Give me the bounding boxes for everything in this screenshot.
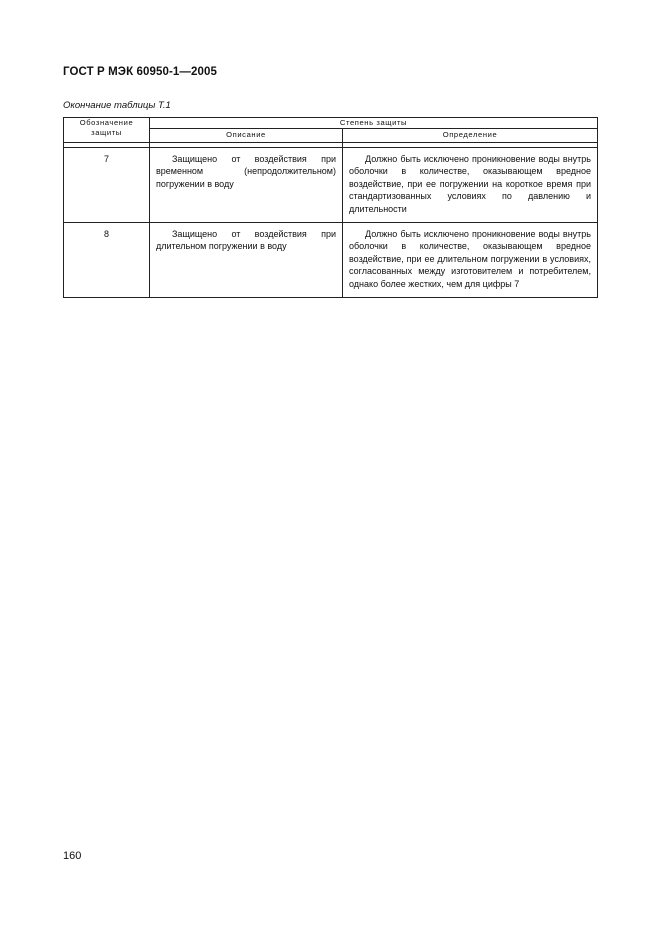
header-degree: Степень защиты (150, 118, 598, 129)
header-description: Описание (150, 129, 343, 143)
row-description: Защищено от воздействия при длительном погружении в воду (150, 222, 343, 297)
table-header-row (64, 118, 598, 129)
table-row (64, 222, 598, 297)
row-code: 8 (64, 222, 150, 297)
degree-of-protection-table (63, 117, 598, 298)
row-definition: Должно быть исключено проникновение воды внутрь оболочки в количестве, оказывающем вредное воздействие, при ее длительном погружении в условиях, согласованных между изготовителем и потребителем, однако более жестких, чем для цифры 7 (343, 222, 598, 297)
row-description: Защищено от воздействия при временном (непродолжительном) погружении в воду (150, 147, 343, 222)
table-caption: Окончание таблицы Т.1 (63, 100, 171, 111)
row-definition: Должно быть исключено проникновение воды внутрь оболочки в количестве, оказывающем вредное воздействие, при ее погружении на короткое время при стандартизованных условиях по давлению и длительности (343, 147, 598, 222)
page-number: 160 (63, 850, 82, 862)
table-row (64, 147, 598, 222)
header-designation: Обозначение защиты (64, 118, 150, 143)
header-definition: Определение (343, 129, 598, 143)
document-header: ГОСТ Р МЭК 60950-1—2005 (63, 66, 217, 78)
row-code: 7 (64, 147, 150, 222)
